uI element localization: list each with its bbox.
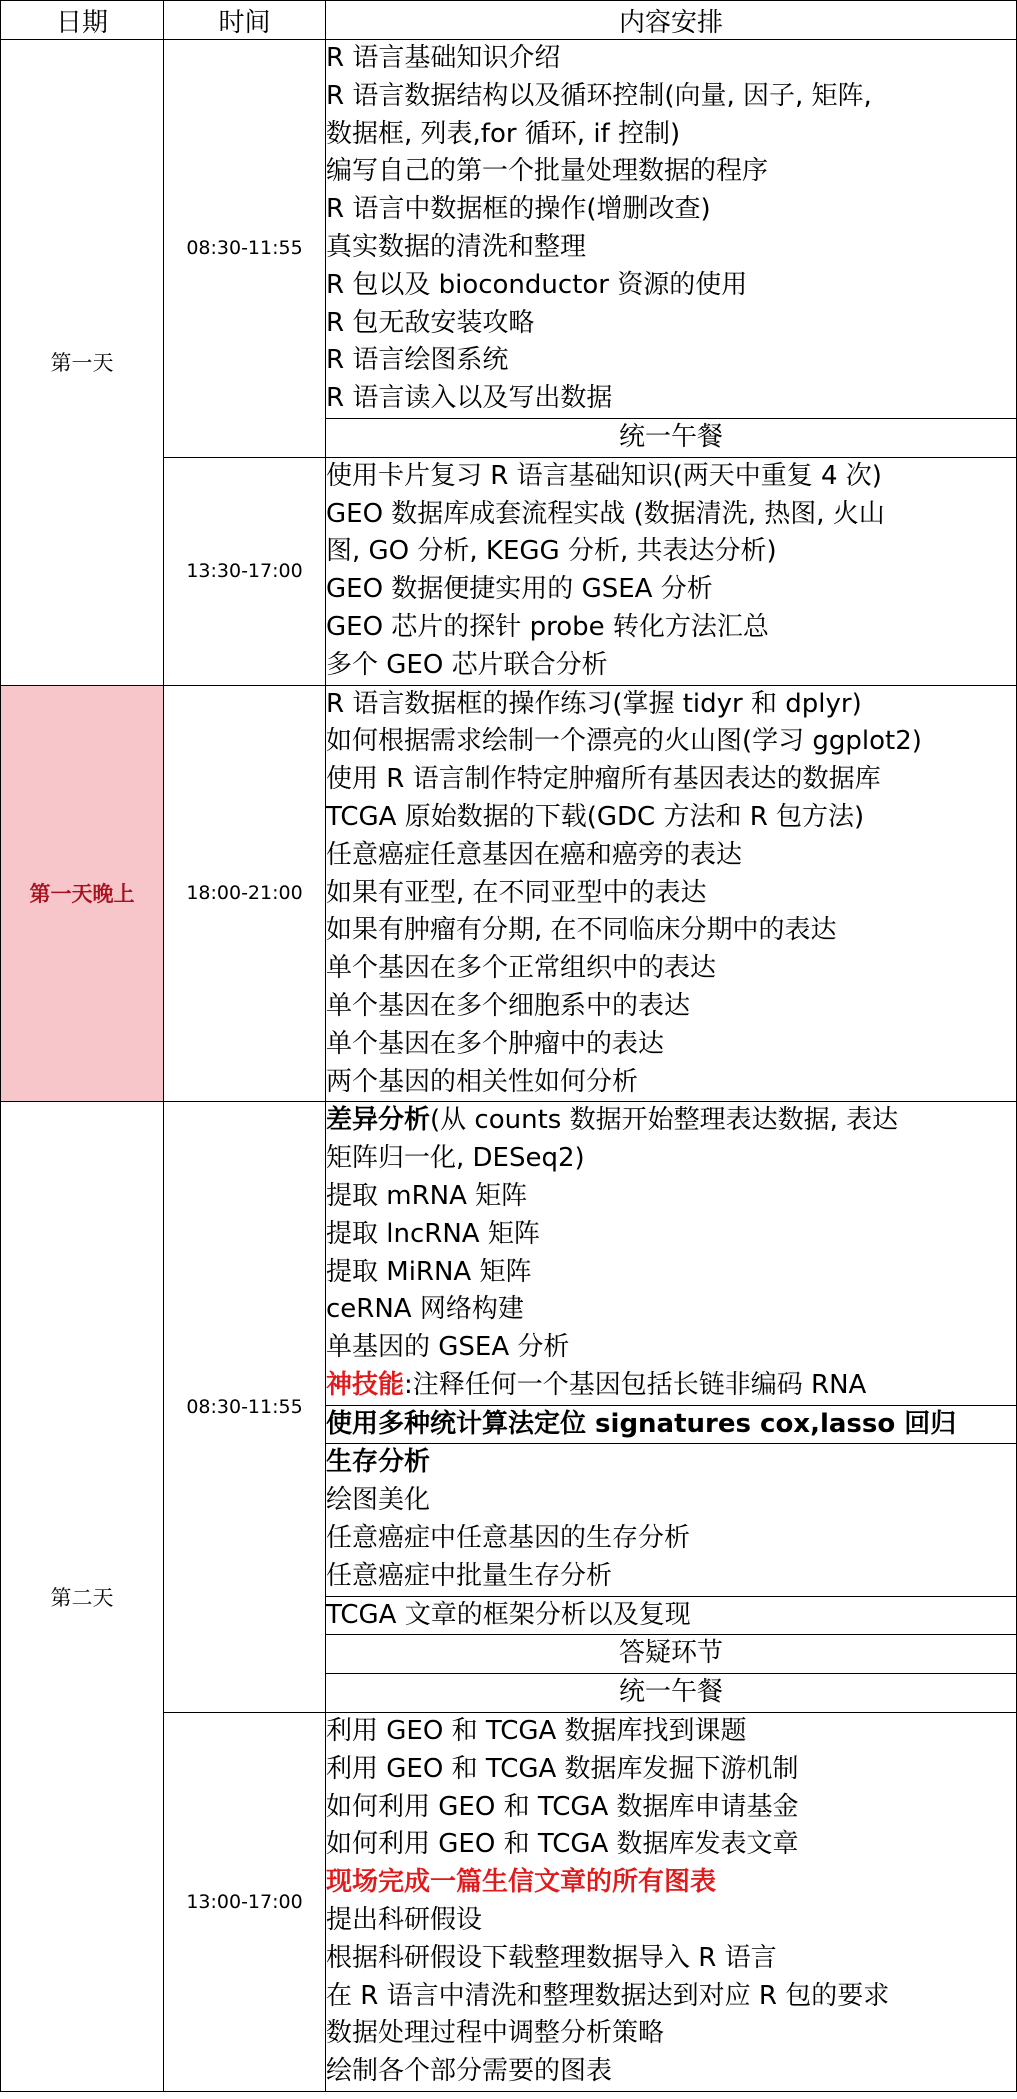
day1-evening-date-cell: 第一天晚上 bbox=[1, 685, 164, 1102]
list-item: 提取 MiRNA 矩阵 bbox=[326, 1256, 532, 1287]
list-item: R 语言绘图系统 bbox=[326, 345, 509, 376]
list-item: 多个 GEO 芯片联合分析 bbox=[326, 649, 608, 680]
list-item: 矩阵归一化, DESeq2) bbox=[326, 1143, 585, 1174]
lunch-label: 统一午餐 bbox=[618, 421, 723, 452]
list-item: 提出科研假设 bbox=[326, 1905, 483, 1936]
list-item: 单个基因在多个细胞系中的表达 bbox=[326, 990, 691, 1021]
signature-line: 使用多种统计算法定位 signatures cox,lasso 回归 bbox=[326, 1408, 957, 1439]
list-item: 单个基因在多个正常组织中的表达 bbox=[326, 953, 717, 984]
day2-signature-content bbox=[326, 1405, 1017, 1444]
list-item: 利用 GEO 和 TCGA 数据库发掘下游机制 bbox=[326, 1753, 799, 1784]
day2-diff-row bbox=[1, 1102, 1017, 1405]
list-item: 图, GO 分析, KEGG 分析, 共表达分析) bbox=[326, 536, 777, 567]
list-item: GEO 数据库成套流程实战 (数据清洗, 热图, 火山 bbox=[326, 498, 885, 529]
header-content: 内容安排 bbox=[326, 1, 1017, 40]
list-item: 如果有肿瘤有分期, 在不同临床分期中的表达 bbox=[326, 915, 837, 946]
list-item: 如何根据需求绘制一个漂亮的火山图(学习 ggplot2) bbox=[326, 726, 922, 757]
list-item: R 语言读入以及写出数据 bbox=[326, 383, 613, 414]
survival-title: 生存分析 bbox=[326, 1447, 431, 1478]
list-item: 利用 GEO 和 TCGA 数据库找到课题 bbox=[326, 1716, 747, 1747]
day1-afternoon-content bbox=[326, 457, 1017, 685]
day2-date-cell: 第二天 bbox=[1, 1102, 164, 2092]
tcga-frame-line: TCGA 文章的框架分析以及复现 bbox=[326, 1599, 691, 1630]
list-item: 在 R 语言中清洗和整理数据达到对应 R 包的要求 bbox=[326, 1980, 890, 2011]
list-item: 使用卡片复习 R 语言基础知识(两天中重复 4 次) bbox=[326, 460, 882, 491]
day2-afternoon-content bbox=[326, 1713, 1017, 2092]
list-item: 单个基因在多个肿瘤中的表达 bbox=[326, 1028, 665, 1059]
list-item: 如果有亚型, 在不同亚型中的表达 bbox=[326, 877, 707, 908]
skill-desc: :注释任何一个基因包括长链非编码 RNA bbox=[404, 1369, 867, 1400]
diff-analysis-desc: (从 counts 数据开始整理表达数据, 表达 bbox=[430, 1105, 899, 1136]
list-item: 编写自己的第一个批量处理数据的程序 bbox=[326, 156, 769, 187]
list-item: R 语言数据结构以及循环控制(向量, 因子, 矩阵, bbox=[326, 80, 872, 111]
skill-label: 神技能 bbox=[326, 1369, 405, 1400]
day2-qa-content bbox=[326, 1635, 1017, 1674]
list-item: GEO 芯片的探针 probe 转化方法汇总 bbox=[326, 611, 769, 642]
day2-afternoon-time: 13:00-17:00 bbox=[164, 1713, 326, 2092]
lunch-label: 统一午餐 bbox=[618, 1677, 723, 1708]
list-item: R 包无敌安装攻略 bbox=[326, 307, 535, 338]
diff-analysis-title: 差异分析 bbox=[326, 1105, 431, 1136]
day2-lunch bbox=[326, 1674, 1017, 1713]
day1-afternoon-time: 13:30-17:00 bbox=[164, 457, 326, 685]
list-item: 数据处理过程中调整分析策略 bbox=[326, 2018, 665, 2049]
day1-date-cell: 第一天 bbox=[1, 40, 164, 686]
list-item: 任意癌症中批量生存分析 bbox=[326, 1560, 613, 1591]
list-item: 提取 lncRNA 矩阵 bbox=[326, 1218, 540, 1249]
list-item: 任意癌症任意基因在癌和癌旁的表达 bbox=[326, 839, 743, 870]
list-item: ceRNA 网络构建 bbox=[326, 1294, 524, 1325]
day1-morning-content bbox=[326, 40, 1017, 419]
list-item: 单基因的 GSEA 分析 bbox=[326, 1332, 570, 1363]
day1-evening-time: 18:00-21:00 bbox=[164, 685, 326, 1102]
day2-survival-content bbox=[326, 1444, 1017, 1596]
day1-evening-content bbox=[326, 685, 1017, 1102]
day1-morning-time: 08:30-11:55 bbox=[164, 40, 326, 458]
list-item: R 语言数据框的操作练习(掌握 tidyr 和 dplyr) bbox=[326, 688, 862, 719]
day1-morning-row bbox=[1, 40, 1017, 419]
list-item: R 语言中数据框的操作(增删改查) bbox=[326, 194, 711, 225]
header-date: 日期 bbox=[1, 1, 164, 40]
qa-label: 答疑环节 bbox=[618, 1638, 723, 1669]
list-item: 如何利用 GEO 和 TCGA 数据库申请基金 bbox=[326, 1791, 799, 1822]
day1-lunch bbox=[326, 418, 1017, 457]
list-item: R 语言基础知识介绍 bbox=[326, 43, 561, 73]
highlight-line: 现场完成一篇生信文章的所有图表 bbox=[326, 1867, 717, 1898]
diff-analysis-line bbox=[326, 1102, 1016, 1140]
list-item: 使用 R 语言制作特定肿瘤所有基因表达的数据库 bbox=[326, 764, 881, 795]
header-row bbox=[1, 1, 1017, 40]
list-item: 数据框, 列表,for 循环, if 控制) bbox=[326, 118, 681, 149]
list-item: 根据科研假设下载整理数据导入 R 语言 bbox=[326, 1942, 777, 1973]
list-item: 绘制各个部分需要的图表 bbox=[326, 2056, 613, 2087]
day2-morning-time: 08:30-11:55 bbox=[164, 1102, 326, 1713]
list-item: 真实数据的清洗和整理 bbox=[326, 231, 587, 262]
list-item: TCGA 原始数据的下载(GDC 方法和 R 包方法) bbox=[326, 801, 865, 832]
day2-tcga-content bbox=[326, 1596, 1017, 1635]
list-item: 任意癌症中任意基因的生存分析 bbox=[326, 1523, 691, 1554]
list-item: 绘图美化 bbox=[326, 1485, 431, 1516]
list-item: 如何利用 GEO 和 TCGA 数据库发表文章 bbox=[326, 1829, 799, 1860]
list-item: 两个基因的相关性如何分析 bbox=[326, 1066, 639, 1097]
day2-diff-content bbox=[326, 1102, 1017, 1405]
list-item: R 包以及 bioconductor 资源的使用 bbox=[326, 269, 748, 300]
header-time: 时间 bbox=[164, 1, 326, 40]
list-item: 提取 mRNA 矩阵 bbox=[326, 1180, 528, 1211]
list-item: GEO 数据便捷实用的 GSEA 分析 bbox=[326, 574, 713, 605]
skill-line bbox=[326, 1367, 1016, 1405]
day1-evening-row bbox=[1, 685, 1017, 1102]
